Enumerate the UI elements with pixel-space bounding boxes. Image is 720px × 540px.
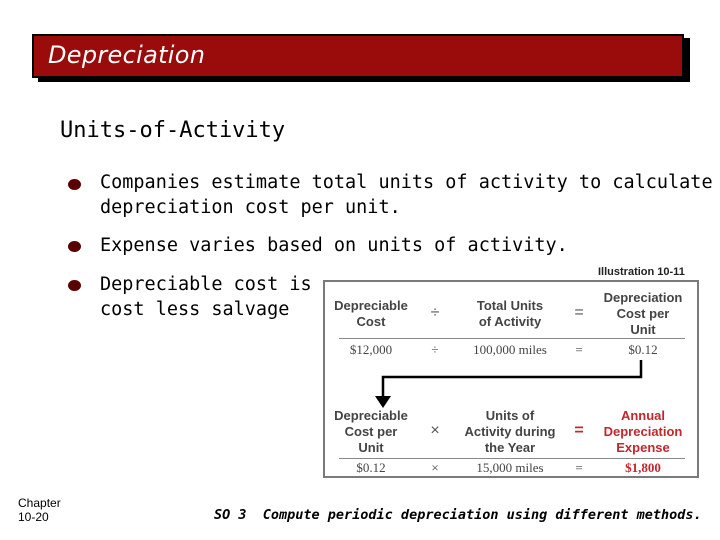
row1-col2-line2: of Activity [478,314,542,329]
row2-annual-depreciation-expense [593,408,693,456]
illustration-box [323,280,699,478]
equals-operator-red: = [574,422,584,439]
row2-divider [339,458,685,459]
row2-value-expense: $1,800 [625,460,661,475]
bullet-marker [68,241,81,252]
row2-depreciable-cost-per-unit [331,408,411,456]
row1-col3-line2: Cost per [616,306,670,321]
row1-value-units: 100,000 miles [473,342,547,357]
bullet-marker [68,280,81,291]
row2-value-rate: $0.12 [356,460,386,475]
row2-col1-line2: Cost per [344,424,398,439]
bullet-1-line-2: depreciation cost per unit. [100,197,401,218]
row1-value-rate: $0.12 [628,342,658,357]
row2-col3-line2: Depreciation [603,424,683,439]
row1-col3-line3: Unit [630,322,656,337]
row1-col3-line1: Depreciation [603,290,683,305]
row1-value-cost: $12,000 [349,342,393,357]
chapter-text: Chapter [18,496,61,510]
row2-col3-line1: Annual [620,408,666,423]
row1-col2-line1: Total Units [476,298,544,313]
row2-col2-line3: the Year [484,440,536,455]
divide-operator: ÷ [430,304,440,321]
row2-col3-line3: Expense [616,440,670,455]
bullet-1 [100,170,713,220]
bullet-3 [100,272,312,322]
row2-units-of-activity [455,408,565,456]
row2-col2-line2: Activity during [464,424,556,439]
row2-value-op1: × [431,460,439,475]
slide-title: Depreciation [48,41,206,69]
section-heading: Units-of-Activity [60,118,286,143]
bullet-2 [100,233,568,258]
row1-col1-line1: Depreciable [334,298,408,313]
chapter-label [18,496,61,524]
row1-value-op2: = [575,342,583,357]
row2-value-op2: = [575,460,583,475]
bullet-3-line-2: cost less salvage [100,299,290,320]
multiply-operator: × [430,422,440,439]
bullet-3-line-1: Depreciable cost is [100,274,312,295]
row2-value-units: 15,000 miles [476,460,544,475]
row1-col1-line2: Cost [356,314,386,329]
row2-col1-line3: Unit [358,440,384,455]
row2-col2-line1: Units of [485,408,535,423]
bullet-marker [68,179,81,190]
bullet-1-line-1: Companies estimate total units of activity to calculate [100,172,713,193]
equals-operator: = [574,304,584,321]
row1-value-op1: ÷ [431,342,439,357]
row2-col1-line1: Depreciable [334,408,408,423]
page-number: 10-20 [18,510,49,524]
bullet-2-line-1: Expense varies based on units of activity. [100,235,568,256]
illustration-label: Illustration 10-11 [598,266,685,278]
study-objective: SO 3 Compute periodic depreciation using different methods. [214,507,702,523]
